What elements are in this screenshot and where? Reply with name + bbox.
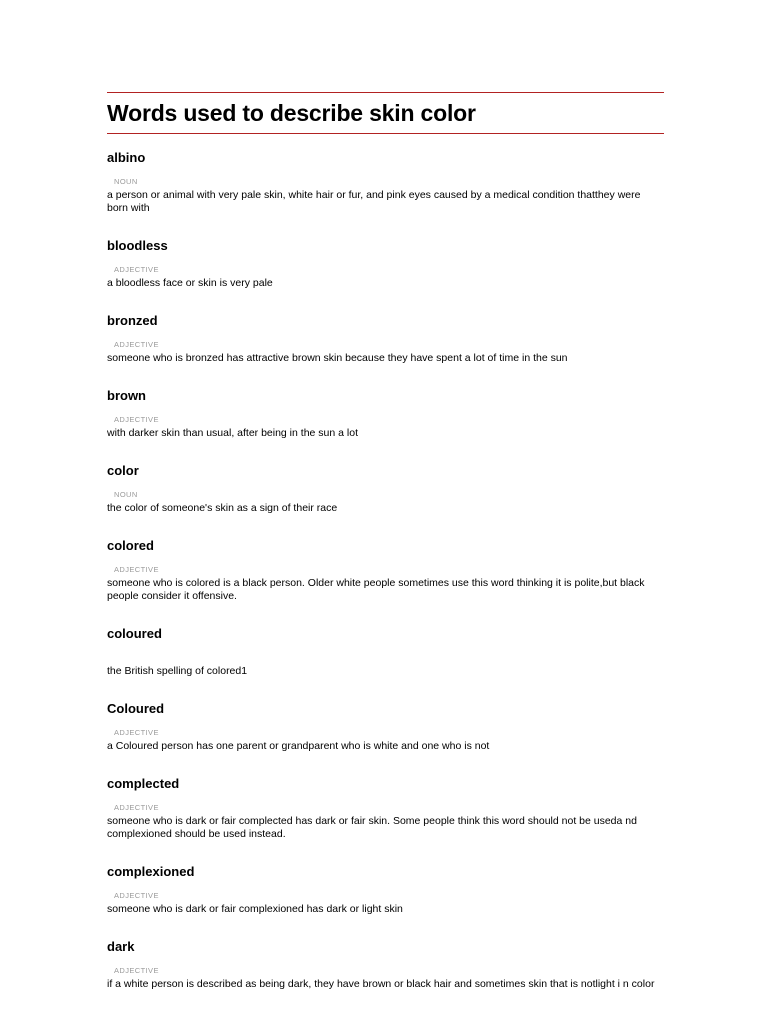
list-item [107,776,664,841]
entry-term: color [107,463,139,478]
entry-definition: a Coloured person has one parent or grandparent who is white and one who is not [107,740,490,752]
entry-definition: the color of someone's skin as a sign of their race [107,502,338,514]
entry-term: brown [107,388,146,403]
entry-definition: a person or animal with very pale skin, white hair or fur, and pink eyes caused by a medical condition thatthey were born with [107,189,641,214]
entry-part-of-speech: ADJECTIVE [114,340,159,349]
entry-term: colored [107,538,154,553]
entry-term: complexioned [107,864,195,879]
entry-part-of-speech: ADJECTIVE [114,415,159,424]
entry-term: complected [107,776,180,791]
entry-definition: a bloodless face or skin is very pale [107,277,273,289]
entry-part-of-speech: ADJECTIVE [114,265,159,274]
entry-part-of-speech: ADJECTIVE [114,803,159,812]
list-item [107,463,664,515]
list-item [107,939,664,991]
list-item [107,313,664,365]
document-page [107,92,664,991]
entry-part-of-speech: ADJECTIVE [114,728,159,737]
list-item [107,150,664,215]
entry-term: albino [107,150,146,165]
entry-definition: someone who is bronzed has attractive brown skin because they have spent a lot of time in the sun [107,352,568,364]
entry-list [107,150,664,991]
entry-part-of-speech: ADJECTIVE [114,966,159,975]
entry-term: coloured [107,626,162,641]
entry-definition: someone who is dark or fair complexioned has dark or light skin [107,903,403,915]
entry-definition: with darker skin than usual, after being in the sun a lot [107,427,358,439]
list-item [107,864,664,916]
page-title: Words used to describe skin color [107,100,476,126]
entry-definition: someone who is colored is a black person. Older white people sometimes use this word thinking it is polite,but black people consider it offensive. [107,577,645,602]
entry-term: Coloured [107,701,165,716]
list-item [107,388,664,440]
entry-definition: if a white person is described as being dark, they have brown or black hair and sometimes skin that is notlight i n color [107,978,655,990]
entry-definition: the British spelling of colored1 [107,665,248,677]
list-item [107,701,664,753]
entry-part-of-speech: ADJECTIVE [114,565,159,574]
entry-definition: someone who is dark or fair complected has dark or fair skin. Some people think this word should not be useda nd complexioned should be used instead. [107,815,637,840]
entry-part-of-speech: NOUN [114,177,138,186]
title-block [107,92,664,134]
entry-term: dark [107,939,135,954]
entry-part-of-speech: ADJECTIVE [114,891,159,900]
list-item [107,238,664,290]
entry-part-of-speech: NOUN [114,490,138,499]
list-item [107,626,664,678]
list-item [107,538,664,603]
entry-term: bloodless [107,238,168,253]
entry-term: bronzed [107,313,158,328]
